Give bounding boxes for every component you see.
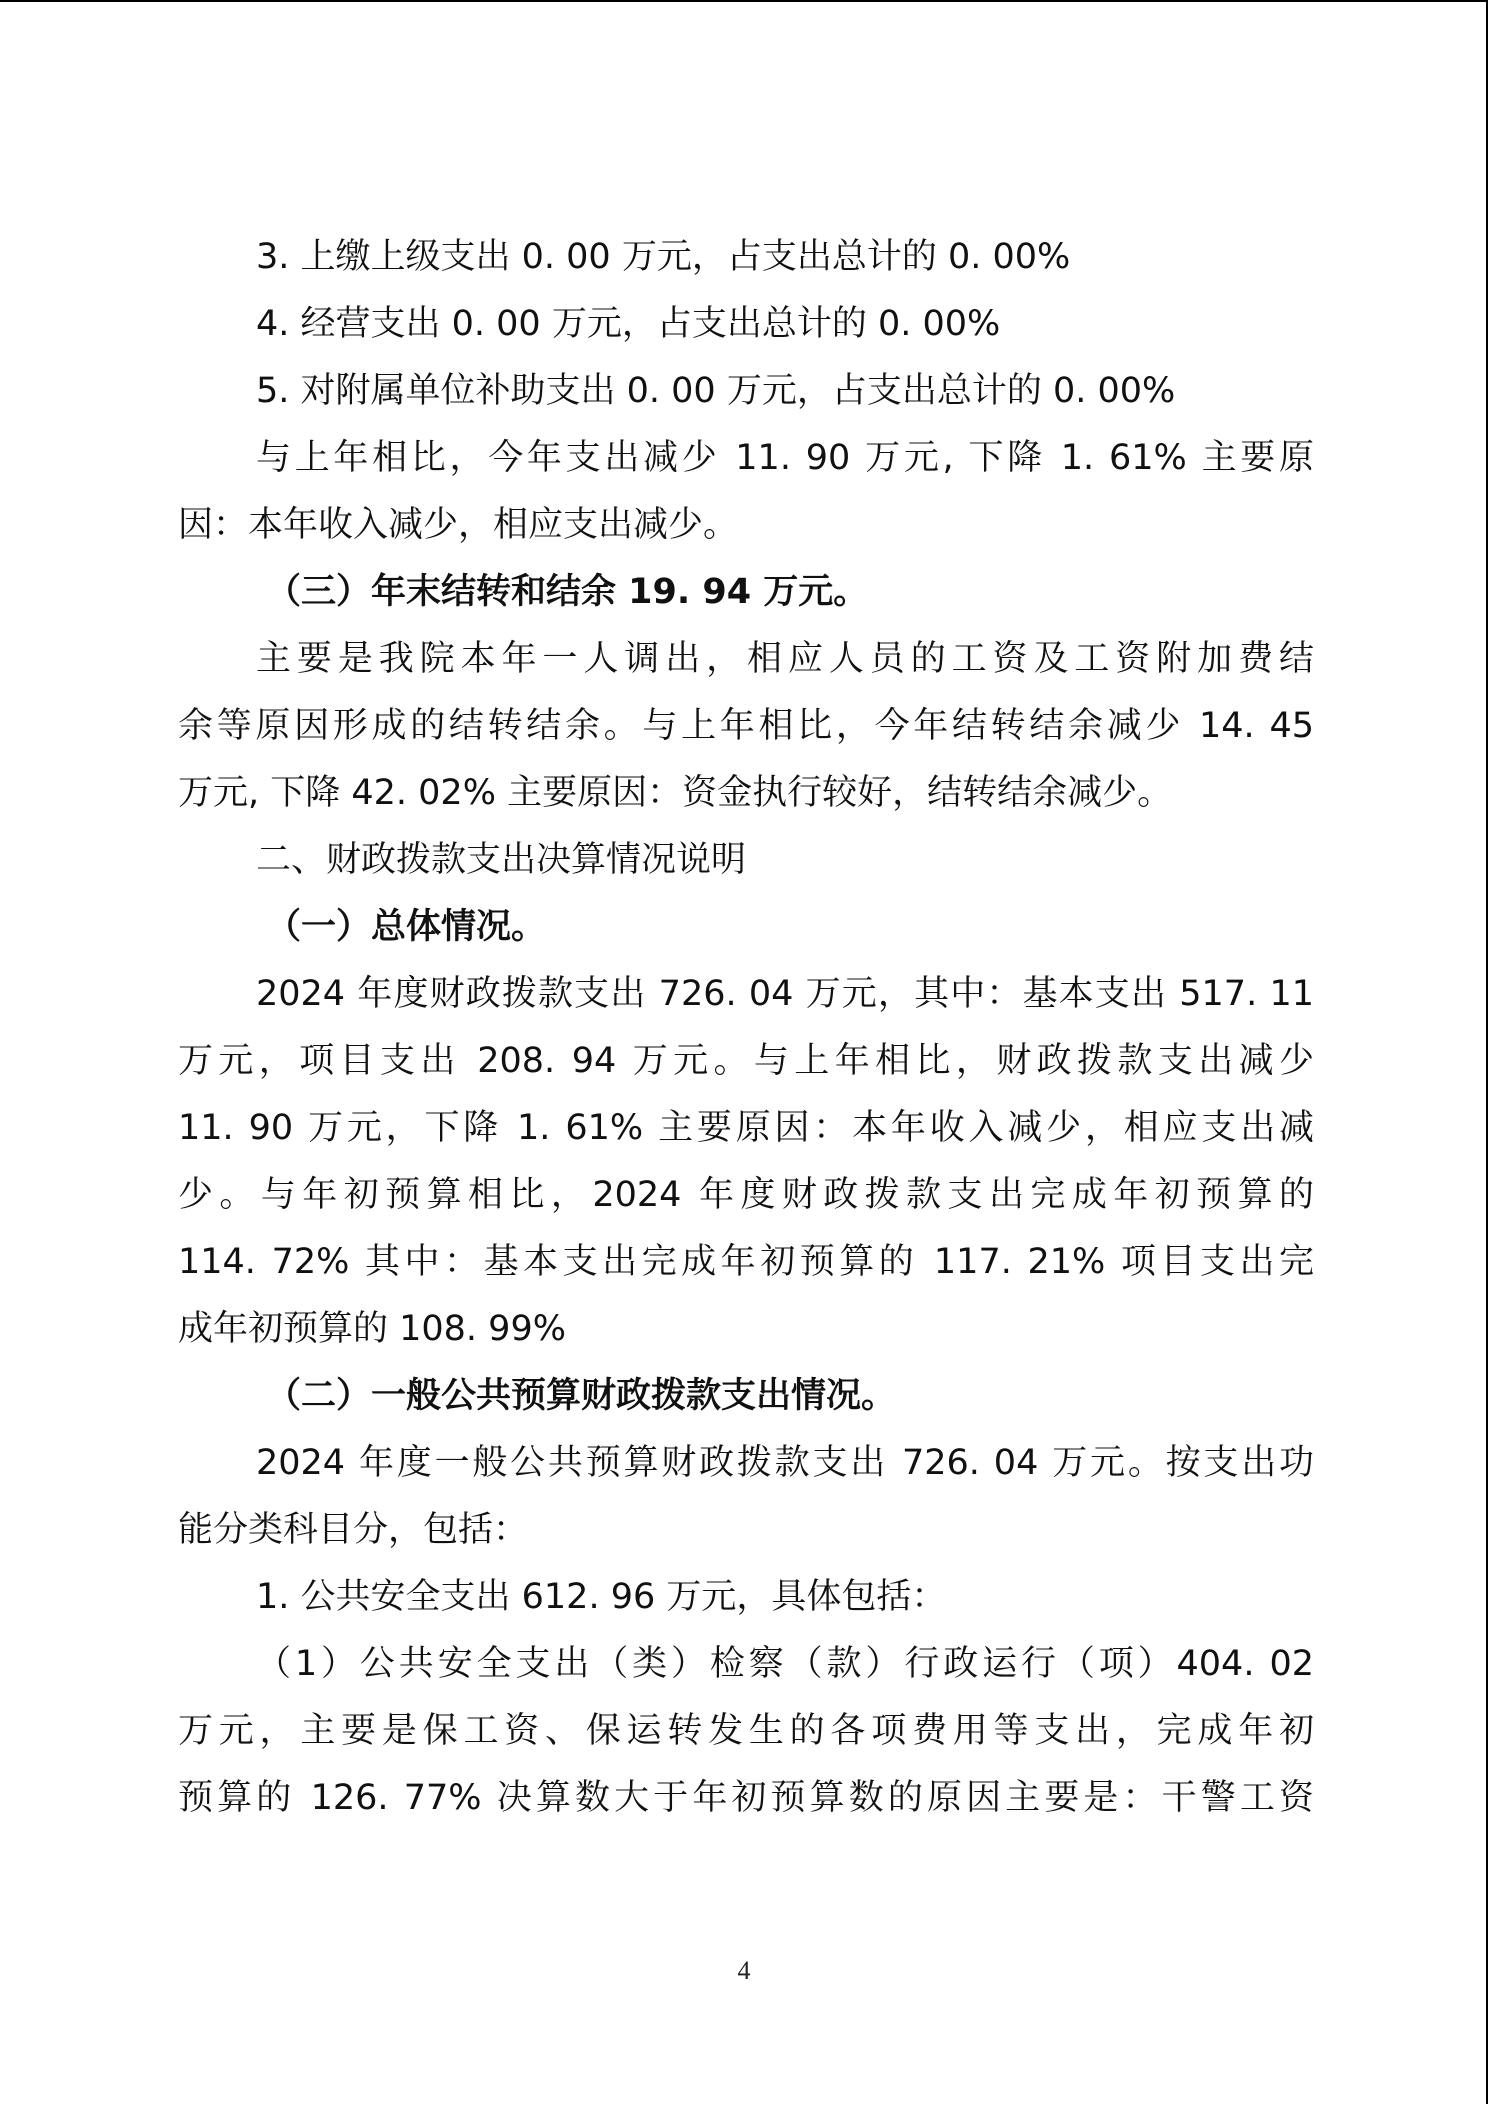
- text-line: 与上年相比，今年支出减少 11. 90 万元, 下降 1. 61% 主要原: [256, 438, 1314, 478]
- text-line: 万元，项目支出 208. 94 万元。与上年相比，财政拨款支出减少: [178, 1041, 1314, 1081]
- text-line: 1. 公共安全支出 612. 96 万元，具体包括：: [256, 1577, 947, 1617]
- text-line: 5. 对附属单位补助支出 0. 00 万元，占支出总计的 0. 00%: [256, 371, 1176, 411]
- text-line: 2024 年度财政拨款支出 726. 04 万元，其中：基本支出 517. 11: [256, 974, 1314, 1014]
- section-title: 二、财政拨款支出决算情况说明: [256, 840, 747, 880]
- text-line: 11. 90 万元，下降 1. 61% 主要原因：本年收入减少，相应支出减: [178, 1108, 1314, 1148]
- text-line: 预算的 126. 77% 决算数大于年初预算数的原因主要是：干警工资: [178, 1778, 1314, 1818]
- text-line: 少。与年初预算相比，2024 年度财政拨款支出完成年初预算的: [178, 1175, 1314, 1215]
- text-line: 成年初预算的 108. 99%: [178, 1309, 566, 1349]
- text-line: 能分类科目分，包括：: [178, 1510, 529, 1550]
- document-body: [178, 224, 1314, 1832]
- section-heading: （二）一般公共预算财政拨款支出情况。: [266, 1376, 897, 1416]
- section-heading: （三）年末结转和结余 19. 94 万元。: [266, 572, 869, 612]
- text-line: 114. 72% 其中：基本支出完成年初预算的 117. 21% 项目支出完: [178, 1242, 1314, 1282]
- section-heading: （一）总体情况。: [266, 907, 547, 947]
- page-number: 4: [737, 1956, 751, 1985]
- text-line: 2024 年度一般公共预算财政拨款支出 726. 04 万元。按支出功: [256, 1443, 1314, 1483]
- text-line: 主要是我院本年一人调出，相应人员的工资及工资附加费结: [256, 639, 1314, 679]
- text-line: 万元，主要是保工资、保运转发生的各项费用等支出，完成年初: [178, 1711, 1314, 1751]
- text-line: （1）公共安全支出（类）检察（款）行政运行（项）404. 02: [256, 1644, 1314, 1684]
- text-line: 余等原因形成的结转结余。与上年相比，今年结转结余减少 14. 45: [178, 706, 1314, 746]
- text-line: 万元, 下降 42. 02% 主要原因：资金执行较好，结转结余减少。: [178, 773, 1173, 813]
- text-line: 4. 经营支出 0. 00 万元，占支出总计的 0. 00%: [256, 304, 1001, 344]
- text-line: 3. 上缴上级支出 0. 00 万元，占支出总计的 0. 00%: [256, 237, 1071, 277]
- text-line: 因：本年收入减少，相应支出减少。: [178, 505, 739, 545]
